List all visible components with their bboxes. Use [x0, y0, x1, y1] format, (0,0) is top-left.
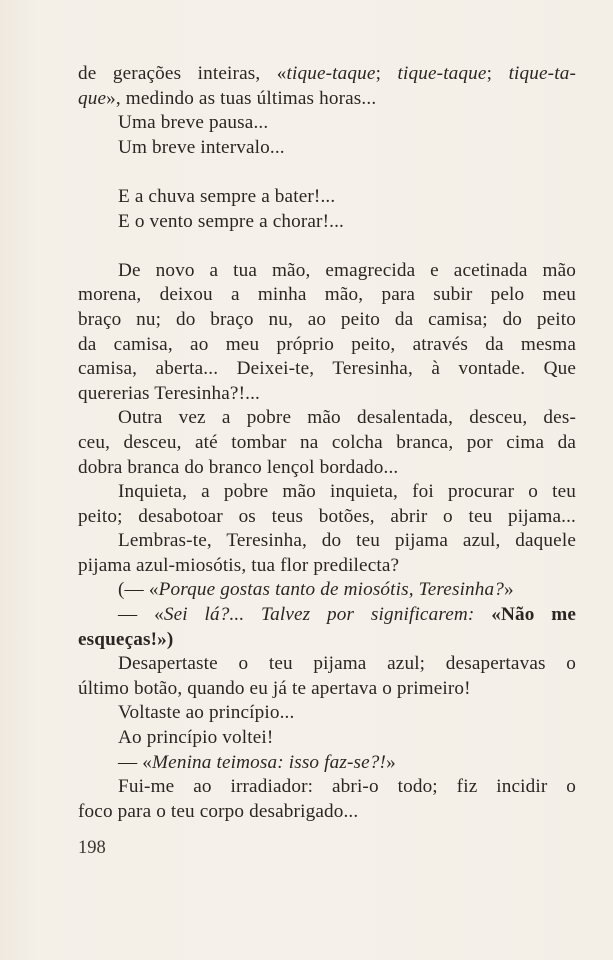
text-line: quererias Teresinha?!...	[78, 382, 260, 404]
text-line: Fui-me ao irradiador: abri-o todo; fiz incidir o	[118, 776, 576, 798]
text-line: peito; desabotoar os teus botões, abrir o teu pijama...	[78, 505, 576, 527]
text-line: Uma breve pausa...	[118, 112, 269, 134]
text-line: De novo a tua mão, emagrecida e acetinada mão	[118, 259, 576, 281]
text-line: Voltaste ao princípio...	[118, 702, 295, 724]
text-line: que», medindo as tuas últimas horas...	[78, 87, 377, 109]
stanza-gap	[78, 234, 576, 259]
text-line: da camisa, ao meu próprio peito, através da mesma	[78, 333, 576, 355]
text-line: Inquieta, a pobre mão inquieta, foi procurar o teu	[118, 481, 576, 503]
text-line: braço nu; do braço nu, ao peito da camisa; do peito	[78, 308, 576, 330]
text-line: E o vento sempre a chorar!...	[118, 210, 344, 232]
stanza-gap	[78, 160, 576, 185]
text-line: morena, deixou a minha mão, para subir pelo meu	[78, 284, 576, 306]
text-line: Um breve intervalo...	[118, 136, 285, 158]
text-line: camisa, aberta... Deixei-te, Teresinha, à vontade. Que	[78, 358, 576, 380]
text-line: último botão, quando eu já te apertava o primeiro!	[78, 677, 471, 699]
page-text	[78, 62, 576, 824]
text-line: foco para o teu corpo desabrigado...	[78, 800, 359, 822]
text-line: — «Sei lá?... Talvez por significarem: «Não me	[118, 604, 576, 626]
text-line: Lembras-te, Teresinha, do teu pijama azul, daquele	[118, 530, 576, 552]
page-number: 198	[78, 838, 106, 858]
text-line: Ao princípio voltei!	[118, 727, 274, 749]
text-line: pijama azul-miosótis, tua flor predilecta?	[78, 554, 400, 576]
text-line: Outra vez a pobre mão desalentada, desceu, des-	[118, 407, 576, 429]
text-line: ceu, desceu, até tombar na colcha branca, por cima da	[78, 431, 576, 453]
text-line: — «Menina teimosa: isso faz-se?!»	[118, 751, 396, 773]
text-line: E a chuva sempre a bater!...	[118, 185, 336, 207]
text-line: Desapertaste o teu pijama azul; desapertavas o	[118, 653, 576, 675]
text-line: esqueças!»)	[78, 628, 174, 650]
text-line: (— «Porque gostas tanto de miosótis, Teresinha?»	[118, 579, 514, 601]
text-line: de gerações inteiras, «tique-taque; tique-taque; tique-ta-	[78, 63, 576, 84]
text-line: dobra branca do branco lençol bordado...	[78, 456, 399, 478]
